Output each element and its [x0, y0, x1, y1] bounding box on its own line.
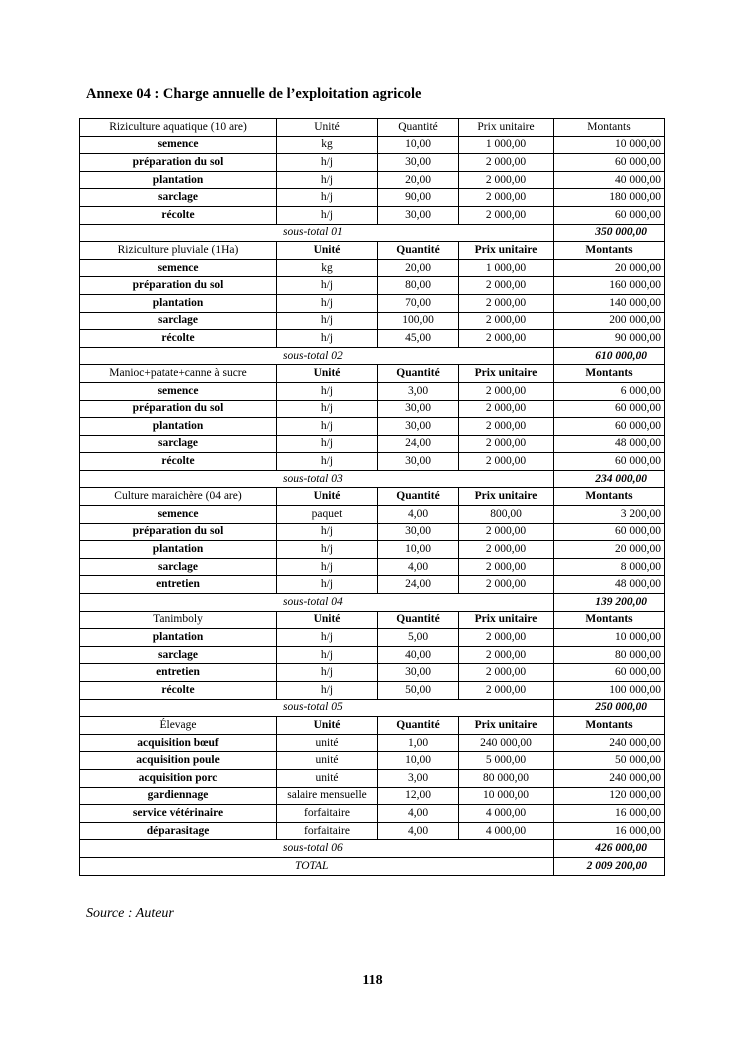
item-label: semence: [80, 382, 277, 400]
page-title: Annexe 04 : Charge annuelle de l’exploitation agricole: [86, 86, 422, 102]
item-unit-price: 2 000,00: [459, 453, 554, 471]
item-amount: 60 000,00: [554, 523, 665, 541]
item-label: plantation: [80, 294, 277, 312]
item-amount: 48 000,00: [554, 435, 665, 453]
item-unit-price: 2 000,00: [459, 277, 554, 295]
table-row: [80, 682, 665, 700]
table-body: [80, 119, 665, 876]
item-unit: h/j: [277, 664, 378, 682]
subtotal-row: [80, 594, 665, 612]
item-amount: 180 000,00: [554, 189, 665, 207]
item-unit-price: 4 000,00: [459, 805, 554, 823]
item-label: préparation du sol: [80, 277, 277, 295]
amount-header: Montants: [554, 717, 665, 735]
item-amount: 240 000,00: [554, 769, 665, 787]
item-label: déparasitage: [80, 822, 277, 840]
unit-price-header: Prix unitaire: [459, 242, 554, 260]
item-unit-price: 2 000,00: [459, 664, 554, 682]
item-unit: h/j: [277, 558, 378, 576]
item-label: gardiennage: [80, 787, 277, 805]
item-amount: 50 000,00: [554, 752, 665, 770]
item-label: sarclage: [80, 646, 277, 664]
item-label: acquisition bœuf: [80, 734, 277, 752]
item-quantity: 10,00: [378, 752, 459, 770]
subtotal-row: [80, 840, 665, 858]
item-unit: h/j: [277, 435, 378, 453]
table-row: [80, 664, 665, 682]
quantity-header: Quantité: [378, 611, 459, 629]
unit-price-header: Prix unitaire: [459, 717, 554, 735]
page-number: 118: [362, 973, 383, 988]
item-unit: h/j: [277, 189, 378, 207]
subtotal-label: sous-total 05: [80, 699, 554, 717]
item-unit-price: 1 000,00: [459, 136, 554, 154]
item-unit: h/j: [277, 154, 378, 172]
table-row: [80, 400, 665, 418]
section-header-row: [80, 242, 665, 260]
item-unit-price: 2 000,00: [459, 171, 554, 189]
item-unit: kg: [277, 259, 378, 277]
item-amount: 100 000,00: [554, 682, 665, 700]
item-label: préparation du sol: [80, 154, 277, 172]
item-amount: 140 000,00: [554, 294, 665, 312]
item-unit-price: 2 000,00: [459, 382, 554, 400]
item-label: acquisition porc: [80, 769, 277, 787]
item-quantity: 24,00: [378, 435, 459, 453]
total-amount: 2 009 200,00: [554, 857, 665, 875]
subtotal-amount: 250 000,00: [554, 699, 665, 717]
table-row: [80, 576, 665, 594]
item-unit-price: 2 000,00: [459, 682, 554, 700]
unit-price-header: Prix unitaire: [459, 119, 554, 137]
item-label: récolte: [80, 682, 277, 700]
item-label: récolte: [80, 453, 277, 471]
item-label: entretien: [80, 576, 277, 594]
item-quantity: 70,00: [378, 294, 459, 312]
item-unit: h/j: [277, 629, 378, 647]
unit-price-header: Prix unitaire: [459, 488, 554, 506]
unit-price-header: Prix unitaire: [459, 611, 554, 629]
quantity-header: Quantité: [378, 365, 459, 383]
item-quantity: 20,00: [378, 259, 459, 277]
subtotal-row: [80, 224, 665, 242]
item-unit: h/j: [277, 453, 378, 471]
table-row: [80, 541, 665, 559]
item-quantity: 4,00: [378, 805, 459, 823]
item-unit: h/j: [277, 171, 378, 189]
item-quantity: 90,00: [378, 189, 459, 207]
item-unit: h/j: [277, 646, 378, 664]
item-unit-price: 1 000,00: [459, 259, 554, 277]
unit-header: Unité: [277, 365, 378, 383]
section-header-row: [80, 488, 665, 506]
item-amount: 80 000,00: [554, 646, 665, 664]
item-amount: 60 000,00: [554, 453, 665, 471]
table-row: [80, 294, 665, 312]
item-quantity: 30,00: [378, 154, 459, 172]
table-row: [80, 558, 665, 576]
subtotal-label: sous-total 06: [80, 840, 554, 858]
item-unit-price: 2 000,00: [459, 189, 554, 207]
table-row: [80, 752, 665, 770]
item-quantity: 24,00: [378, 576, 459, 594]
item-unit: h/j: [277, 576, 378, 594]
item-quantity: 30,00: [378, 523, 459, 541]
item-unit: h/j: [277, 400, 378, 418]
item-unit: h/j: [277, 330, 378, 348]
item-quantity: 30,00: [378, 453, 459, 471]
item-amount: 16 000,00: [554, 805, 665, 823]
subtotal-row: [80, 470, 665, 488]
item-label: acquisition poule: [80, 752, 277, 770]
item-quantity: 3,00: [378, 382, 459, 400]
table-row: [80, 136, 665, 154]
item-label: plantation: [80, 629, 277, 647]
item-amount: 20 000,00: [554, 259, 665, 277]
item-unit-price: 2 000,00: [459, 206, 554, 224]
item-unit-price: 2 000,00: [459, 576, 554, 594]
item-amount: 16 000,00: [554, 822, 665, 840]
item-amount: 60 000,00: [554, 154, 665, 172]
section-name: Tanimboly: [80, 611, 277, 629]
item-unit-price: 2 000,00: [459, 435, 554, 453]
item-unit-price: 2 000,00: [459, 418, 554, 436]
item-amount: 8 000,00: [554, 558, 665, 576]
item-amount: 120 000,00: [554, 787, 665, 805]
item-label: sarclage: [80, 558, 277, 576]
item-label: plantation: [80, 541, 277, 559]
item-quantity: 4,00: [378, 558, 459, 576]
item-amount: 10 000,00: [554, 629, 665, 647]
quantity-header: Quantité: [378, 488, 459, 506]
amount-header: Montants: [554, 242, 665, 260]
table-row: [80, 646, 665, 664]
item-label: sarclage: [80, 312, 277, 330]
item-unit-price: 2 000,00: [459, 400, 554, 418]
subtotal-label: sous-total 03: [80, 470, 554, 488]
total-row: [80, 857, 665, 875]
item-quantity: 30,00: [378, 400, 459, 418]
item-unit: salaire mensuelle: [277, 787, 378, 805]
item-label: préparation du sol: [80, 523, 277, 541]
amount-header: Montants: [554, 488, 665, 506]
amount-header: Montants: [554, 611, 665, 629]
item-unit-price: 240 000,00: [459, 734, 554, 752]
subtotal-row: [80, 347, 665, 365]
item-quantity: 4,00: [378, 506, 459, 524]
charge-table: [79, 118, 665, 876]
item-unit: h/j: [277, 541, 378, 559]
item-unit-price: 2 000,00: [459, 154, 554, 172]
item-amount: 3 200,00: [554, 506, 665, 524]
subtotal-label: sous-total 02: [80, 347, 554, 365]
item-unit-price: 10 000,00: [459, 787, 554, 805]
section-header-row: [80, 365, 665, 383]
item-label: plantation: [80, 418, 277, 436]
item-label: plantation: [80, 171, 277, 189]
item-amount: 40 000,00: [554, 171, 665, 189]
table-row: [80, 189, 665, 207]
table-row: [80, 259, 665, 277]
item-label: sarclage: [80, 435, 277, 453]
item-unit-price: 800,00: [459, 506, 554, 524]
table-row: [80, 453, 665, 471]
item-unit: unité: [277, 769, 378, 787]
table-row: [80, 418, 665, 436]
item-unit: forfaitaire: [277, 822, 378, 840]
item-quantity: 4,00: [378, 822, 459, 840]
section-header-row: [80, 611, 665, 629]
table-row: [80, 787, 665, 805]
item-label: semence: [80, 136, 277, 154]
item-unit: unité: [277, 734, 378, 752]
section-name: Riziculture aquatique (10 are): [80, 119, 277, 137]
table-row: [80, 629, 665, 647]
item-label: récolte: [80, 330, 277, 348]
quantity-header: Quantité: [378, 242, 459, 260]
item-quantity: 1,00: [378, 734, 459, 752]
unit-header: Unité: [277, 717, 378, 735]
item-label: entretien: [80, 664, 277, 682]
amount-header: Montants: [554, 365, 665, 383]
item-quantity: 30,00: [378, 206, 459, 224]
item-unit: unité: [277, 752, 378, 770]
item-quantity: 10,00: [378, 136, 459, 154]
item-quantity: 20,00: [378, 171, 459, 189]
item-unit: h/j: [277, 206, 378, 224]
item-amount: 160 000,00: [554, 277, 665, 295]
item-unit: h/j: [277, 418, 378, 436]
quantity-header: Quantité: [378, 119, 459, 137]
table-row: [80, 506, 665, 524]
item-amount: 6 000,00: [554, 382, 665, 400]
item-label: récolte: [80, 206, 277, 224]
subtotal-amount: 610 000,00: [554, 347, 665, 365]
table-row: [80, 822, 665, 840]
item-label: sarclage: [80, 189, 277, 207]
table-row: [80, 769, 665, 787]
item-amount: 60 000,00: [554, 418, 665, 436]
item-unit: h/j: [277, 523, 378, 541]
item-quantity: 45,00: [378, 330, 459, 348]
item-unit: h/j: [277, 277, 378, 295]
subtotal-amount: 234 000,00: [554, 470, 665, 488]
item-unit: forfaitaire: [277, 805, 378, 823]
table-row: [80, 330, 665, 348]
item-unit-price: 2 000,00: [459, 629, 554, 647]
unit-price-header: Prix unitaire: [459, 365, 554, 383]
section-header-row: [80, 717, 665, 735]
item-unit-price: 2 000,00: [459, 541, 554, 559]
table-row: [80, 277, 665, 295]
item-unit: h/j: [277, 382, 378, 400]
table-row: [80, 523, 665, 541]
item-label: préparation du sol: [80, 400, 277, 418]
table-row: [80, 382, 665, 400]
item-unit-price: 2 000,00: [459, 312, 554, 330]
item-quantity: 10,00: [378, 541, 459, 559]
item-unit-price: 2 000,00: [459, 646, 554, 664]
item-amount: 10 000,00: [554, 136, 665, 154]
item-unit-price: 2 000,00: [459, 523, 554, 541]
item-amount: 200 000,00: [554, 312, 665, 330]
item-quantity: 80,00: [378, 277, 459, 295]
section-name: Culture maraichère (04 are): [80, 488, 277, 506]
subtotal-amount: 350 000,00: [554, 224, 665, 242]
item-quantity: 40,00: [378, 646, 459, 664]
unit-header: Unité: [277, 488, 378, 506]
table-row: [80, 206, 665, 224]
item-label: semence: [80, 259, 277, 277]
unit-header: Unité: [277, 119, 378, 137]
item-amount: 60 000,00: [554, 400, 665, 418]
item-amount: 60 000,00: [554, 206, 665, 224]
section-name: Riziculture pluviale (1Ha): [80, 242, 277, 260]
amount-header: Montants: [554, 119, 665, 137]
item-amount: 48 000,00: [554, 576, 665, 594]
item-quantity: 100,00: [378, 312, 459, 330]
item-quantity: 3,00: [378, 769, 459, 787]
item-unit: paquet: [277, 506, 378, 524]
section-name: Élevage: [80, 717, 277, 735]
item-amount: 20 000,00: [554, 541, 665, 559]
table-row: [80, 154, 665, 172]
item-unit-price: 4 000,00: [459, 822, 554, 840]
item-quantity: 50,00: [378, 682, 459, 700]
item-unit-price: 2 000,00: [459, 294, 554, 312]
quantity-header: Quantité: [378, 717, 459, 735]
table-row: [80, 171, 665, 189]
subtotal-label: sous-total 04: [80, 594, 554, 612]
item-unit: h/j: [277, 682, 378, 700]
item-amount: 90 000,00: [554, 330, 665, 348]
item-quantity: 30,00: [378, 664, 459, 682]
item-label: service vétérinaire: [80, 805, 277, 823]
item-unit: h/j: [277, 294, 378, 312]
total-label: TOTAL: [80, 857, 554, 875]
table-row: [80, 734, 665, 752]
subtotal-amount: 426 000,00: [554, 840, 665, 858]
item-unit: kg: [277, 136, 378, 154]
item-label: semence: [80, 506, 277, 524]
item-unit-price: 5 000,00: [459, 752, 554, 770]
section-name: Manioc+patate+canne à sucre: [80, 365, 277, 383]
table-row: [80, 435, 665, 453]
item-quantity: 12,00: [378, 787, 459, 805]
item-quantity: 5,00: [378, 629, 459, 647]
table-row: [80, 805, 665, 823]
subtotal-amount: 139 200,00: [554, 594, 665, 612]
item-amount: 240 000,00: [554, 734, 665, 752]
unit-header: Unité: [277, 611, 378, 629]
item-unit-price: 2 000,00: [459, 330, 554, 348]
item-quantity: 30,00: [378, 418, 459, 436]
source-note: Source : Auteur: [86, 906, 174, 921]
unit-header: Unité: [277, 242, 378, 260]
item-amount: 60 000,00: [554, 664, 665, 682]
section-header-row: [80, 119, 665, 137]
item-unit-price: 80 000,00: [459, 769, 554, 787]
subtotal-label: sous-total 01: [80, 224, 554, 242]
table-row: [80, 312, 665, 330]
item-unit-price: 2 000,00: [459, 558, 554, 576]
item-unit: h/j: [277, 312, 378, 330]
subtotal-row: [80, 699, 665, 717]
